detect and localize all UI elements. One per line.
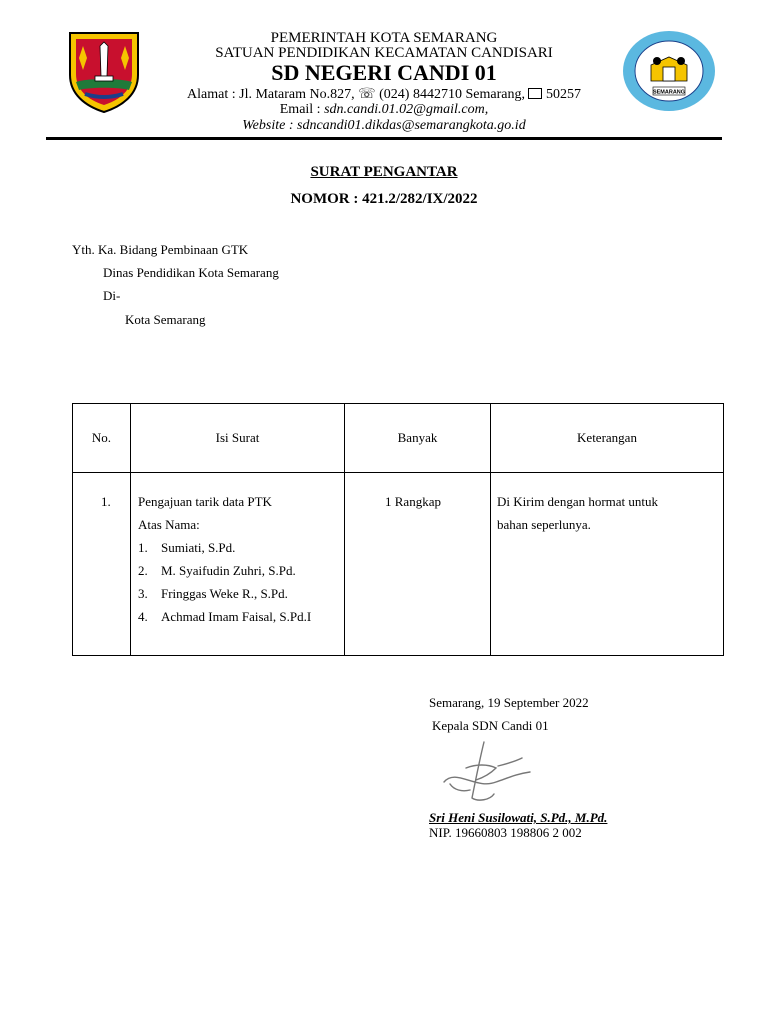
cell-no bbox=[73, 473, 131, 656]
mailbox-icon bbox=[528, 88, 542, 99]
quantity-value: 1 Rangkap bbox=[385, 494, 441, 509]
phone-icon: ☏ bbox=[358, 87, 376, 102]
row-number: 1. bbox=[101, 494, 111, 509]
cell-content bbox=[131, 473, 345, 656]
city-shield-logo bbox=[67, 30, 141, 114]
cell-quantity bbox=[345, 473, 491, 656]
letterhead-website bbox=[160, 118, 608, 134]
cell-note bbox=[491, 473, 724, 656]
signatory-nip: NIP. 19660803 198806 2 002 bbox=[429, 825, 582, 840]
letterhead-divider bbox=[46, 137, 722, 140]
recipient-line-2: Dinas Pendidikan Kota Semarang bbox=[103, 265, 279, 280]
postal-code: 50257 bbox=[545, 87, 581, 102]
website-label: Website : bbox=[242, 118, 294, 133]
list-item bbox=[138, 605, 344, 628]
list-item bbox=[138, 582, 344, 605]
letterhead-address bbox=[160, 86, 608, 103]
list-name: Fringgas Weke R., S.Pd. bbox=[161, 586, 288, 601]
email-address[interactable]: sdn.candi.01.02@gmail.com, bbox=[324, 102, 489, 117]
header-note: Keterangan bbox=[491, 404, 724, 473]
signatory-name: Sri Heni Susilowati, S.Pd., M.Pd. bbox=[429, 810, 608, 825]
letterhead-government: PEMERINTAH KOTA SEMARANG bbox=[270, 30, 498, 46]
letterhead-school-name: SD NEGERI CANDI 01 bbox=[271, 60, 497, 85]
emblem-label: SEMARANG bbox=[652, 89, 686, 96]
website-address[interactable]: sdncandi01.dikdas@semarangkota.go.id bbox=[297, 118, 526, 133]
header-content: Isi Surat bbox=[131, 404, 345, 473]
list-name: Sumiati, S.Pd. bbox=[161, 540, 236, 555]
signature-place-date: Semarang, 19 September 2022 bbox=[429, 695, 589, 710]
signature-position: Kepala SDN Candi 01 bbox=[432, 718, 549, 733]
note-line-1: Di Kirim dengan hormat untuk bbox=[497, 494, 659, 509]
letter-number: NOMOR : 421.2/282/IX/2022 bbox=[290, 191, 478, 207]
letterhead-unit: SATUAN PENDIDIKAN KECAMATAN CANDISARI bbox=[215, 45, 553, 61]
address-text: Alamat : Jl. Mataram No.827, bbox=[187, 87, 355, 102]
content-subtitle: Atas Nama: bbox=[138, 517, 200, 532]
email-label: Email : bbox=[279, 102, 321, 117]
note-line-2: bahan seperlunya. bbox=[497, 517, 591, 532]
table-header-row bbox=[73, 404, 724, 473]
list-number: 1. bbox=[138, 540, 148, 555]
header-no: No. bbox=[73, 404, 131, 473]
handwritten-signature bbox=[436, 738, 546, 810]
recipient-line-1: Yth. Ka. Bidang Pembinaan GTK bbox=[72, 242, 249, 257]
content-title: Pengajuan tarik data PTK bbox=[138, 494, 272, 509]
list-name: M. Syaifudin Zuhri, S.Pd. bbox=[161, 563, 296, 578]
list-name: Achmad Imam Faisal, S.Pd.I bbox=[161, 609, 312, 624]
recipient-line-3: Di- bbox=[103, 288, 121, 303]
recipient-line-4: Kota Semarang bbox=[125, 312, 206, 327]
letterhead-email bbox=[160, 102, 608, 118]
table-row bbox=[73, 473, 724, 656]
header-quantity: Banyak bbox=[345, 404, 491, 473]
list-item bbox=[138, 536, 344, 559]
letter-table bbox=[72, 403, 724, 656]
list-number: 2. bbox=[138, 563, 148, 578]
list-number: 3. bbox=[138, 586, 148, 601]
phone-text: (024) 8442710 Semarang, bbox=[379, 87, 525, 102]
school-emblem-logo bbox=[621, 29, 717, 113]
list-number: 4. bbox=[138, 609, 148, 624]
list-item bbox=[138, 559, 344, 582]
letter-title: SURAT PENGANTAR bbox=[310, 164, 458, 180]
